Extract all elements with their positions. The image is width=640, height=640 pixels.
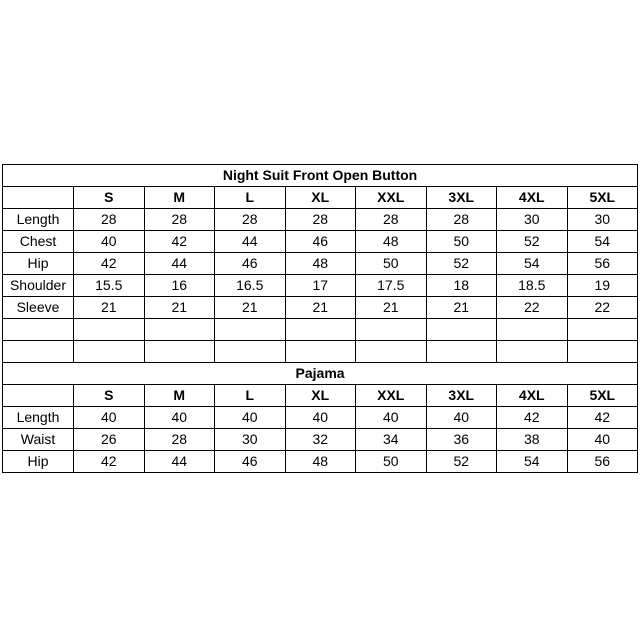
pajama-value-cell: 40 <box>567 429 638 451</box>
empty-cell <box>3 341 74 363</box>
pajama-size-header: S <box>74 385 145 407</box>
empty-cell <box>497 319 568 341</box>
pajama-value-cell: 26 <box>74 429 145 451</box>
night-suit-title-row <box>3 165 638 187</box>
night-suit-size-header: L <box>215 187 286 209</box>
night-suit-measurement-row <box>3 275 638 297</box>
pajama-value-cell: 42 <box>74 451 145 473</box>
night-suit-value-cell: 19 <box>567 275 638 297</box>
empty-cell <box>356 341 427 363</box>
night-suit-value-cell: 56 <box>567 253 638 275</box>
size-chart-table <box>2 164 638 473</box>
pajama-value-cell: 40 <box>74 407 145 429</box>
pajama-size-header: 5XL <box>567 385 638 407</box>
night-suit-value-cell: 30 <box>567 209 638 231</box>
night-suit-value-cell: 30 <box>497 209 568 231</box>
empty-cell <box>285 341 356 363</box>
empty-cell <box>426 319 497 341</box>
night-suit-value-cell: 21 <box>215 297 286 319</box>
night-suit-empty-row <box>3 319 638 341</box>
empty-cell <box>567 341 638 363</box>
night-suit-value-cell: 22 <box>497 297 568 319</box>
night-suit-row-label: Hip <box>3 253 74 275</box>
pajama-value-cell: 56 <box>567 451 638 473</box>
night-suit-value-cell: 42 <box>144 231 215 253</box>
night-suit-value-cell: 48 <box>356 231 427 253</box>
night-suit-value-cell: 42 <box>74 253 145 275</box>
night-suit-value-cell: 17.5 <box>356 275 427 297</box>
pajama-value-cell: 40 <box>356 407 427 429</box>
night-suit-value-cell: 28 <box>74 209 145 231</box>
night-suit-value-cell: 21 <box>74 297 145 319</box>
night-suit-size-header: S <box>74 187 145 209</box>
pajama-size-header: L <box>215 385 286 407</box>
night-suit-value-cell: 15.5 <box>74 275 145 297</box>
empty-cell <box>426 341 497 363</box>
night-suit-value-cell: 28 <box>215 209 286 231</box>
pajama-value-cell: 38 <box>497 429 568 451</box>
pajama-size-header: 3XL <box>426 385 497 407</box>
pajama-value-cell: 42 <box>567 407 638 429</box>
night-suit-value-cell: 52 <box>426 253 497 275</box>
pajama-measurement-row <box>3 451 638 473</box>
pajama-value-cell: 42 <box>497 407 568 429</box>
night-suit-row-label: Shoulder <box>3 275 74 297</box>
night-suit-value-cell: 46 <box>285 231 356 253</box>
pajama-value-cell: 40 <box>426 407 497 429</box>
pajama-value-cell: 48 <box>285 451 356 473</box>
night-suit-size-header: 3XL <box>426 187 497 209</box>
pajama-value-cell: 30 <box>215 429 286 451</box>
pajama-value-cell: 36 <box>426 429 497 451</box>
night-suit-empty-row <box>3 341 638 363</box>
pajama-size-header-row <box>3 385 638 407</box>
night-suit-value-cell: 44 <box>215 231 286 253</box>
night-suit-value-cell: 16.5 <box>215 275 286 297</box>
empty-cell <box>285 319 356 341</box>
size-chart-body <box>3 165 638 473</box>
night-suit-value-cell: 21 <box>426 297 497 319</box>
night-suit-measurement-row <box>3 231 638 253</box>
night-suit-measurement-row <box>3 209 638 231</box>
night-suit-value-cell: 28 <box>144 209 215 231</box>
night-suit-value-cell: 21 <box>285 297 356 319</box>
pajama-value-cell: 50 <box>356 451 427 473</box>
pajama-row-label: Length <box>3 407 74 429</box>
pajama-value-cell: 54 <box>497 451 568 473</box>
pajama-value-cell: 40 <box>285 407 356 429</box>
empty-cell <box>144 341 215 363</box>
night-suit-value-cell: 21 <box>356 297 427 319</box>
pajama-measurement-row <box>3 407 638 429</box>
night-suit-row-label: Length <box>3 209 74 231</box>
night-suit-value-cell: 52 <box>497 231 568 253</box>
empty-cell <box>356 319 427 341</box>
pajama-size-header: M <box>144 385 215 407</box>
night-suit-value-cell: 50 <box>356 253 427 275</box>
pajama-value-cell: 40 <box>144 407 215 429</box>
empty-cell <box>215 341 286 363</box>
night-suit-size-header: XXL <box>356 187 427 209</box>
night-suit-size-header: 4XL <box>497 187 568 209</box>
night-suit-value-cell: 28 <box>356 209 427 231</box>
empty-cell <box>74 341 145 363</box>
night-suit-value-cell: 18.5 <box>497 275 568 297</box>
night-suit-value-cell: 40 <box>74 231 145 253</box>
empty-cell <box>3 319 74 341</box>
night-suit-row-label: Chest <box>3 231 74 253</box>
night-suit-measurement-row <box>3 297 638 319</box>
night-suit-value-cell: 21 <box>144 297 215 319</box>
night-suit-value-cell: 54 <box>497 253 568 275</box>
pajama-size-header: 4XL <box>497 385 568 407</box>
night-suit-row-label: Sleeve <box>3 297 74 319</box>
night-suit-size-header: 5XL <box>567 187 638 209</box>
pajama-header-corner-cell <box>3 385 74 407</box>
pajama-value-cell: 44 <box>144 451 215 473</box>
night-suit-measurement-row <box>3 253 638 275</box>
night-suit-value-cell: 28 <box>285 209 356 231</box>
night-suit-size-header: XL <box>285 187 356 209</box>
empty-cell <box>497 341 568 363</box>
pajama-row-label: Hip <box>3 451 74 473</box>
night-suit-value-cell: 50 <box>426 231 497 253</box>
night-suit-value-cell: 46 <box>215 253 286 275</box>
pajama-size-header: XXL <box>356 385 427 407</box>
night-suit-size-header-row <box>3 187 638 209</box>
pajama-value-cell: 32 <box>285 429 356 451</box>
empty-cell <box>74 319 145 341</box>
pajama-title-row <box>3 363 638 385</box>
night-suit-value-cell: 28 <box>426 209 497 231</box>
empty-cell <box>567 319 638 341</box>
night-suit-value-cell: 17 <box>285 275 356 297</box>
pajama-value-cell: 40 <box>215 407 286 429</box>
pajama-value-cell: 34 <box>356 429 427 451</box>
night-suit-value-cell: 48 <box>285 253 356 275</box>
night-suit-header-corner-cell <box>3 187 74 209</box>
pajama-size-header: XL <box>285 385 356 407</box>
empty-cell <box>215 319 286 341</box>
pajama-row-label: Waist <box>3 429 74 451</box>
pajama-measurement-row <box>3 429 638 451</box>
pajama-value-cell: 46 <box>215 451 286 473</box>
night-suit-value-cell: 54 <box>567 231 638 253</box>
night-suit-value-cell: 16 <box>144 275 215 297</box>
pajama-title: Pajama <box>3 363 638 385</box>
night-suit-size-header: M <box>144 187 215 209</box>
empty-cell <box>144 319 215 341</box>
pajama-value-cell: 28 <box>144 429 215 451</box>
night-suit-value-cell: 18 <box>426 275 497 297</box>
night-suit-value-cell: 44 <box>144 253 215 275</box>
pajama-value-cell: 52 <box>426 451 497 473</box>
night-suit-value-cell: 22 <box>567 297 638 319</box>
night-suit-title: Night Suit Front Open Button <box>3 165 638 187</box>
